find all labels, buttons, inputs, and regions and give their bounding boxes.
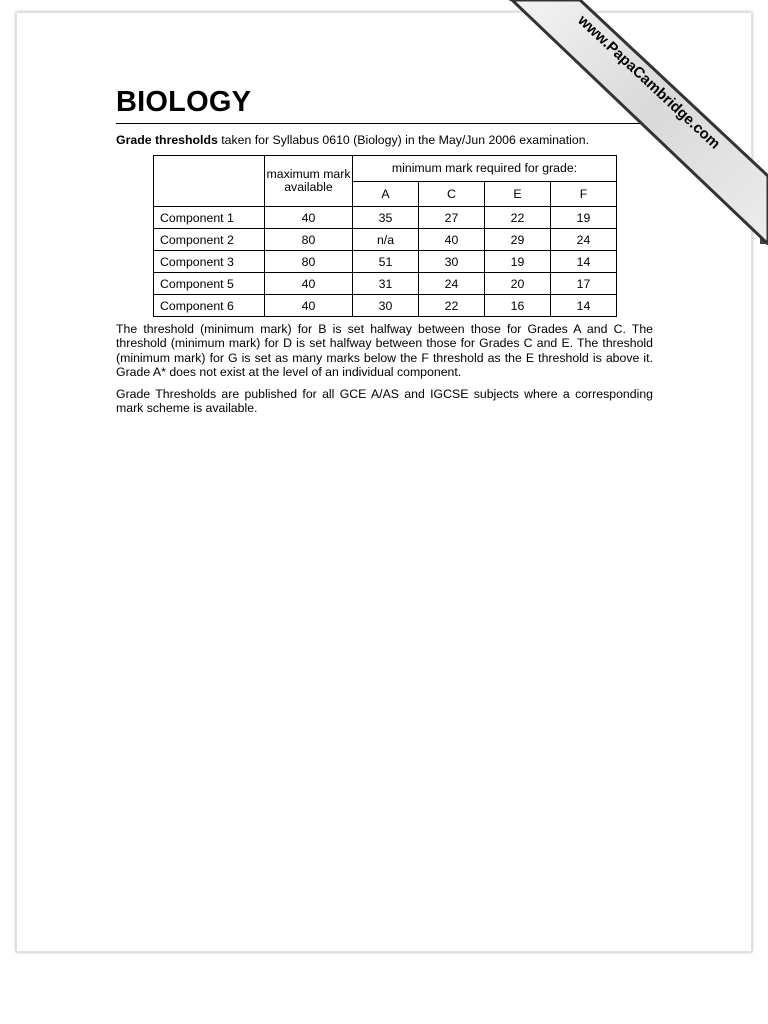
grade-f-cell: 14 <box>551 295 617 317</box>
grade-e-cell: 16 <box>485 295 551 317</box>
header-min-label: minimum mark required for grade: <box>391 161 578 176</box>
component-label: Component 2 <box>154 229 265 251</box>
header-max-label: maximum mark available <box>266 166 351 194</box>
component-label: Component 1 <box>154 207 265 229</box>
publication-note-paragraph: Grade Thresholds are published for all GCE A/AS and IGCSE subjects where a corresponding mark scheme is available. <box>116 387 653 416</box>
grade-a-cell: 31 <box>353 273 419 295</box>
grade-c-cell: 22 <box>419 295 485 317</box>
max-mark-cell: 80 <box>265 251 353 273</box>
grade-c-cell: 30 <box>419 251 485 273</box>
grade-e-cell: 20 <box>485 273 551 295</box>
grade-f-cell: 19 <box>551 207 617 229</box>
grade-a-cell: 35 <box>353 207 419 229</box>
grade-f-cell: 24 <box>551 229 617 251</box>
component-label: Component 6 <box>154 295 265 317</box>
grade-header-e: E <box>485 181 551 207</box>
intro-text: taken for Syllabus 0610 (Biology) in the May/Jun 2006 examination. <box>217 133 589 147</box>
grade-header-f: F <box>551 181 617 207</box>
ribbon-banner-icon <box>508 0 768 245</box>
max-mark-cell: 80 <box>265 229 353 251</box>
grade-a-cell: 51 <box>353 251 419 273</box>
table-row <box>154 251 617 273</box>
header-max-cell <box>265 156 353 207</box>
grade-a-cell: 30 <box>353 295 419 317</box>
watermark-text: www.PapaCambridge.com <box>574 12 724 153</box>
threshold-explanation-paragraph: The threshold (minimum mark) for B is set halfway between those for Grades A and C. The threshold (minimum mark) for D is set halfway between those for Grades C and E. The threshold (minimum mark) for G is set as many marks below the F threshold as the E threshold is above it. Grade A* does not exist at the level of an individual component. <box>116 322 653 380</box>
grade-e-cell: 19 <box>485 251 551 273</box>
grade-c-cell: 27 <box>419 207 485 229</box>
grade-f-cell: 17 <box>551 273 617 295</box>
grade-a-cell: n/a <box>353 229 419 251</box>
max-mark-cell: 40 <box>265 273 353 295</box>
grade-e-cell: 29 <box>485 229 551 251</box>
grade-f-cell: 14 <box>551 251 617 273</box>
max-mark-cell: 40 <box>265 207 353 229</box>
grade-c-cell: 40 <box>419 229 485 251</box>
component-label: Component 3 <box>154 251 265 273</box>
grade-header-a: A <box>353 181 419 207</box>
watermark-ribbon[interactable] <box>508 0 768 245</box>
grade-c-cell: 24 <box>419 273 485 295</box>
grade-e-cell: 22 <box>485 207 551 229</box>
max-mark-cell: 40 <box>265 295 353 317</box>
component-label: Component 5 <box>154 273 265 295</box>
intro-bold: Grade thresholds <box>116 133 218 147</box>
grade-header-c: C <box>419 181 485 207</box>
table-row <box>154 273 617 295</box>
page-title: BIOLOGY <box>116 86 252 118</box>
header-blank-cell <box>154 156 265 207</box>
table-row <box>154 295 617 317</box>
